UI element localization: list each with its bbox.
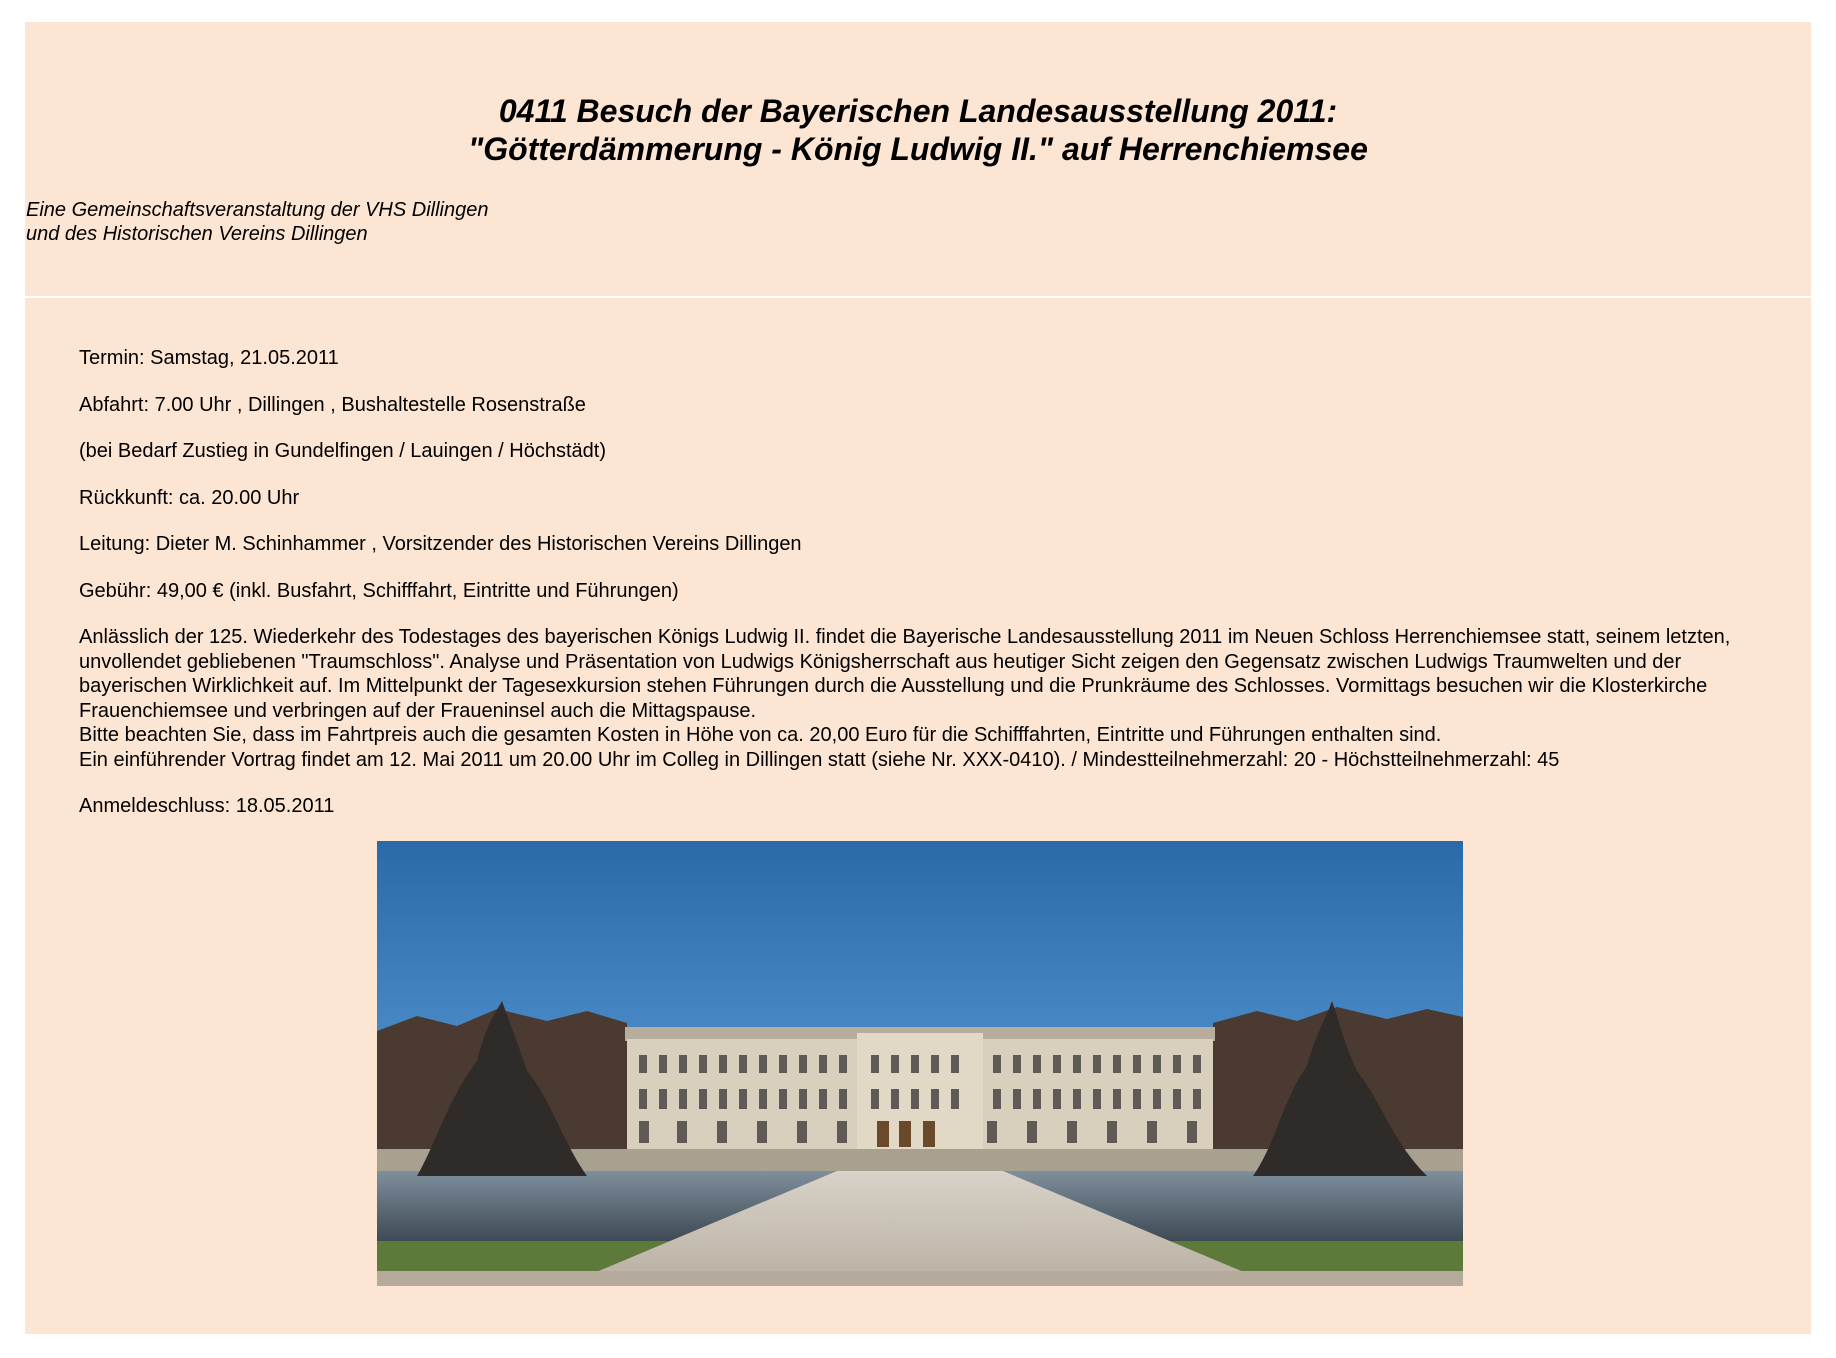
foreground: [377, 1271, 1463, 1286]
termin-text: Termin: Samstag, 21.05.2011: [79, 347, 339, 369]
gebuehr-text: Gebühr: 49,00 € (inkl. Busfahrt, Schifffahrt, Eintritte und Führungen): [79, 579, 679, 602]
zustieg-text: (bei Bedarf Zustieg in Gundelfingen / Lauingen / Höchstädt): [79, 440, 606, 462]
abfahrt-text: Abfahrt: 7.00 Uhr , Dillingen , Bushaltestelle Rosenstraße: [79, 393, 586, 416]
herrenchiemsee-palace-photo: [377, 841, 1463, 1286]
title-line-1: 0411 Besuch der Bayerischen Landesausstellung 2011:: [498, 93, 1338, 129]
description-text: Anlässlich der 125. Wiederkehr des Todestages des bayerischen Königs Ludwig II. findet die Bayerische Landesausstellung 2011 im Neuen Schloss Herrenchiemsee statt, seinem letzten, unvollendet gebliebenen "Traumschloss". Analyse und Präsentation von Ludwigs Königsherrschaft aus heutiger Sicht zeigen den Gegensatz zwischen Ludwigs Traumwelten und der bayerischen Wirklichkeit auf. Im Mittelpunkt der Tagesexkursion stehen Führungen durch die Ausstellung und die Prunkräume des Schlosses. Vormittags besuchen wir die Klosterkirche Frauenchiemsee und verbringen auf der Fraueninsel auch die Mittagspause.: [79, 626, 1731, 722]
organizer-note: [26, 198, 488, 246]
subtitle-line-2: und des Historischen Vereins Dillingen: [26, 223, 368, 245]
content-panel: [25, 298, 1811, 1334]
rueckkunft-text: Rückkunft: ca. 20.00 Uhr: [79, 486, 300, 509]
page-title: [25, 92, 1811, 168]
leitung-text: Leitung: Dieter M. Schinhammer , Vorsitzender des Historischen Vereins Dillingen: [79, 533, 802, 555]
description-block: [79, 625, 1779, 772]
title-line-2: "Götterdämmerung - König Ludwig II." auf Herrenchiemsee: [468, 131, 1368, 167]
hinweis-text: Bitte beachten Sie, dass im Fahrtpreis auch die gesamten Kosten in Höhe von ca. 20,00 Euro für die Schifffahrten, Eintritte und Führungen enthalten sind.: [79, 724, 1442, 746]
vortrag-text: Ein einführender Vortrag findet am 12. Mai 2011 um 20.00 Uhr im Colleg in Dillingen statt (siehe Nr. XXX-0410). / Mindestteilnehmerzahl: 20 - Höchstteilnehmerzahl: 45: [79, 748, 1560, 771]
header-panel: [25, 22, 1811, 296]
palace-illustration: [377, 841, 1463, 1286]
event-details: [79, 346, 1779, 841]
subtitle-line-1: Eine Gemeinschaftsveranstaltung der VHS Dillingen: [26, 199, 489, 221]
anmeldeschluss-text: Anmeldeschluss: 18.05.2011: [79, 795, 335, 817]
